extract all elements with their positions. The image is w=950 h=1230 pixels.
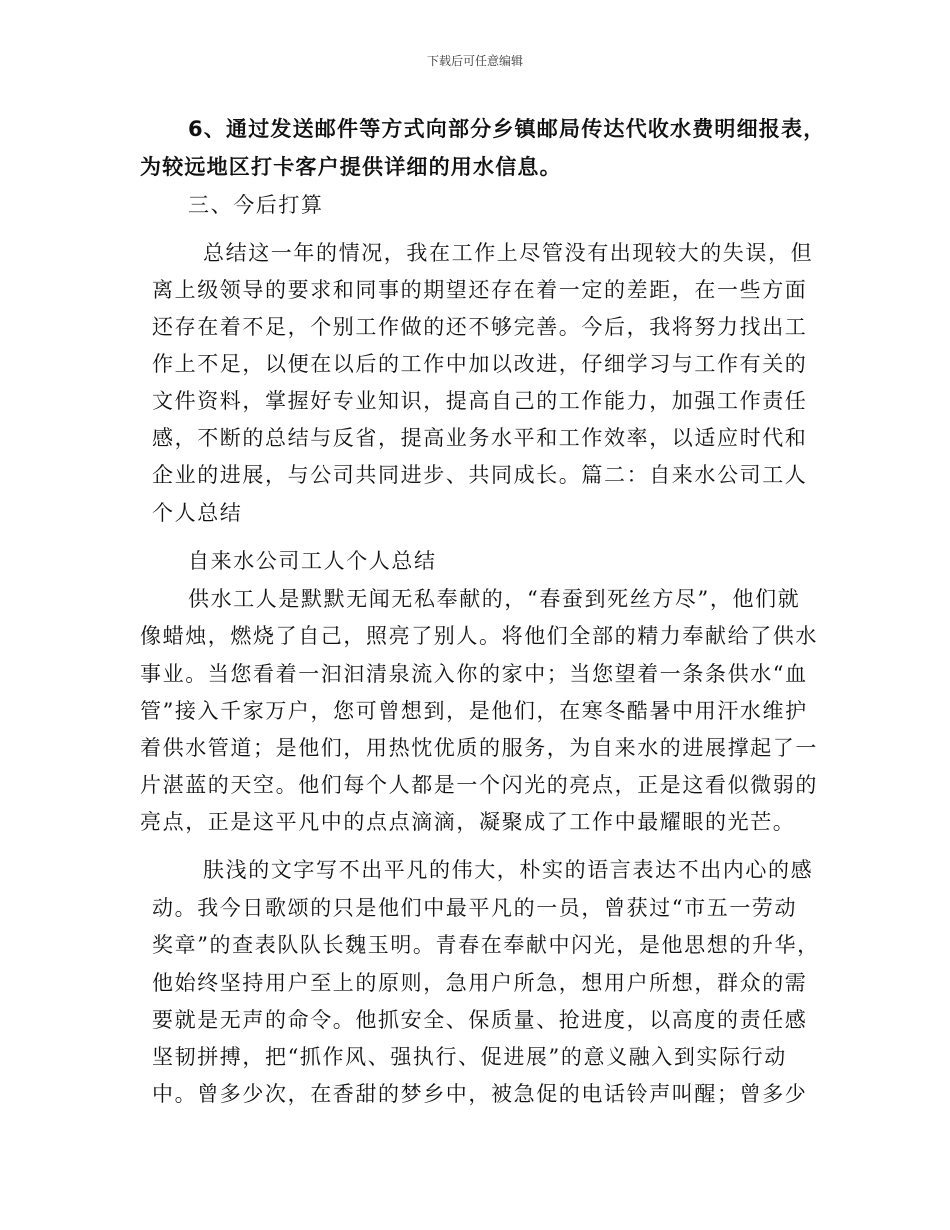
text-line: 亮点，正是这平凡中的点点滴滴，凝聚成了工作中最耀眼的光芒。 bbox=[140, 810, 796, 834]
text-line: 企业的进展，与公司共同进步、共同成长。篇二：自来水公司工人 bbox=[152, 463, 808, 487]
text-line: 动。我今日歌颂的只是他们中最平凡的一员，曾获过“市五一劳动 bbox=[152, 896, 798, 920]
text-line: 坚韧拼搏，把“抓作风、强执行、促进展”的意义融入到实际行动 bbox=[152, 1045, 787, 1069]
text-line: 事业。当您看着一汩汩清泉流入你的家中；当您望着一条条供水“血 bbox=[140, 662, 808, 686]
text-line: 中。曾多少次，在香甜的梦乡中，被急促的电话铃声叫醒；曾多少 bbox=[152, 1082, 808, 1106]
text-line: 像蜡烛，燃烧了自己，照亮了别人。将他们全部的精力奉献给了供水 bbox=[140, 624, 818, 648]
text-line: 管”接入千家万户，您可曾想到，是他们，在寒冬酷暑中用汗水维护 bbox=[140, 699, 808, 723]
text-line: 总结这一年的情况，我在工作上尽管没有出现较大的失误，但 bbox=[203, 241, 814, 265]
text-line: 供水工人是默默无闻无私奉献的，“春蚕到死丝方尽”，他们就 bbox=[188, 587, 801, 611]
text-line: 要就是无声的命令。他抓安全、保质量、抢进度，以高度的责任感 bbox=[152, 1008, 808, 1032]
text-line: 奖章”的查表队队长魏玉明。青春在奉献中闪光，是他思想的升华， bbox=[152, 933, 820, 957]
section-heading: 三、今后打算 bbox=[188, 193, 324, 217]
subheading: 自来水公司工人个人总结 bbox=[188, 549, 437, 573]
text-line: 肤浅的文字写不出平凡的伟大，朴实的语言表达不出内心的感 bbox=[203, 858, 814, 882]
text-line: 他始终坚持用户至上的原则，急用户所急，想用户所想，群众的需 bbox=[152, 971, 808, 995]
text-line: 作上不足，以便在以后的工作中加以改进，仔细学习与工作有关的 bbox=[152, 352, 808, 376]
text-line: 个人总结 bbox=[152, 501, 243, 525]
text-line: 6、通过发送邮件等方式向部分乡镇邮局传达代收水费明细报表， bbox=[188, 117, 826, 141]
text-line: 为较远地区打卡客户提供详细的用水信息。 bbox=[140, 155, 562, 179]
text-line: 片湛蓝的天空。他们每个人都是一个闪光的亮点，正是这看似微弱的 bbox=[140, 773, 818, 797]
text-line: 离上级领导的要求和同事的期望还存在着一定的差距，在一些方面 bbox=[152, 278, 808, 302]
text-line: 着供水管道；是他们，用热忱优质的服务，为自来水的进展撑起了一 bbox=[140, 736, 818, 760]
text-line: 还存在着不足，个别工作做的还不够完善。今后，我将努力找出工 bbox=[152, 315, 808, 339]
page-header: 下载后可任意编辑 bbox=[426, 54, 523, 68]
text-line: 感，不断的总结与反省，提高业务水平和工作效率，以适应时代和 bbox=[152, 426, 808, 450]
text-line: 文件资料，掌握好专业知识，提高自己的工作能力，加强工作责任 bbox=[152, 389, 808, 413]
